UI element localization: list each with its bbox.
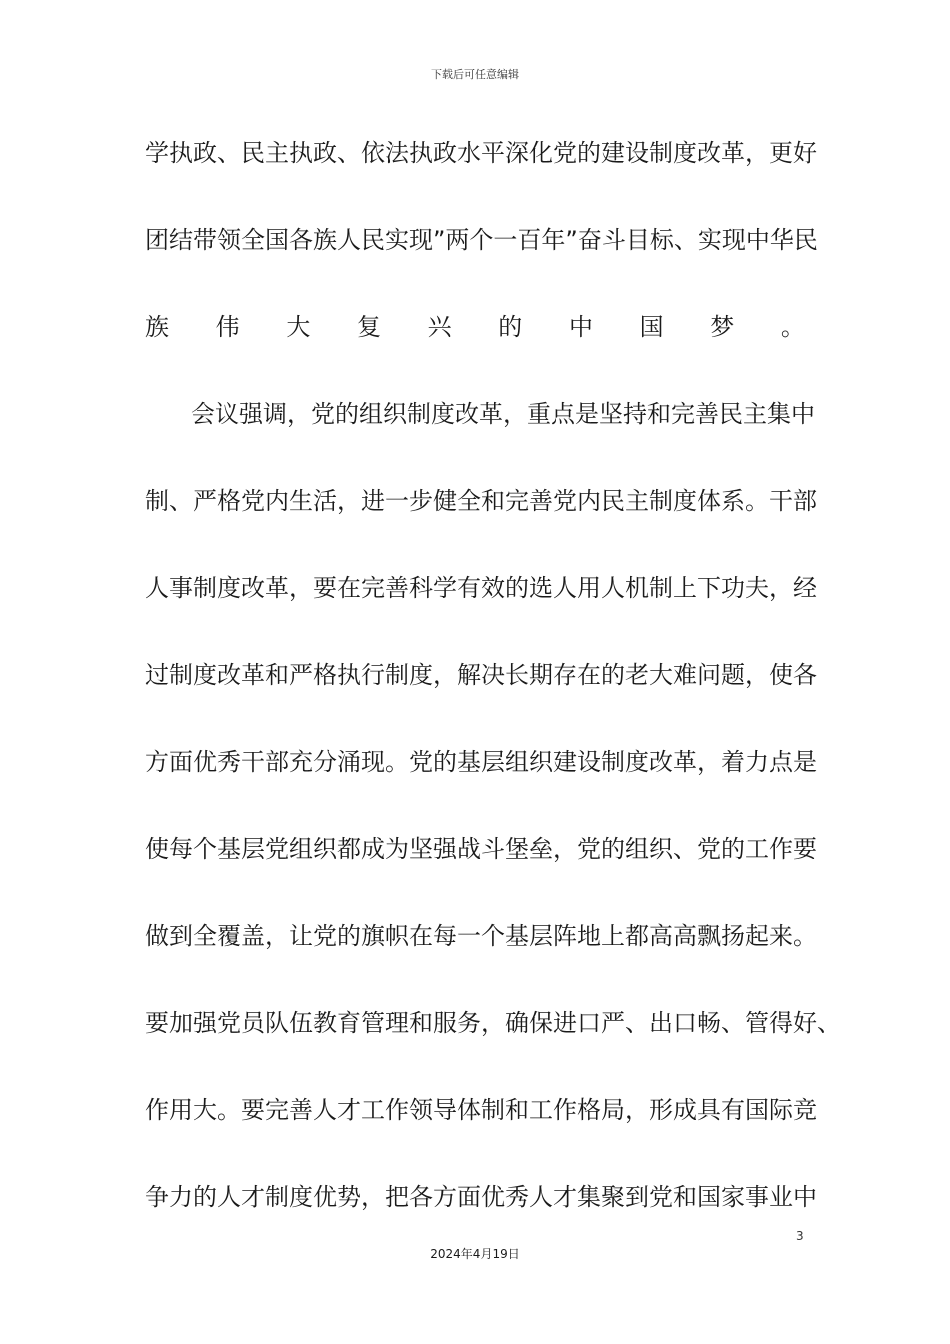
text-line: 使每个基层党组织都成为坚强战斗堡垒，党的组织、党的工作要 xyxy=(145,835,817,863)
text-char: 大 xyxy=(286,313,311,341)
text-line: 团结带领全国各族人民实现”两个一百年”奋斗目标、实现中华民 xyxy=(145,226,818,254)
text-line: 要加强党员队伍教育管理和服务，确保进口严、出口畅、管得好、 xyxy=(145,1009,841,1037)
text-line: 人事制度改革，要在完善科学有效的选人用人机制上下功夫，经 xyxy=(145,574,817,602)
text-char: 族 xyxy=(145,313,169,341)
text-line: 学执政、民主执政、依法执政水平深化党的建设制度改革，更好 xyxy=(145,139,817,167)
text-line-justified xyxy=(145,307,805,347)
text-char: 伟 xyxy=(215,313,240,341)
page-header-note: 下载后可任意编辑 xyxy=(431,68,519,81)
page-number: 3 xyxy=(796,1229,804,1243)
text-char: 。 xyxy=(780,313,805,341)
text-line: 过制度改革和严格执行制度，解决长期存在的老大难问题，使各 xyxy=(145,661,817,689)
text-line: 作用大。要完善人才工作领导体制和工作格局，形成具有国际竞 xyxy=(145,1096,817,1124)
text-line: 制、严格党内生活，进一步健全和完善党内民主制度体系。干部 xyxy=(145,487,817,515)
text-char: 兴 xyxy=(427,313,452,341)
text-char: 梦 xyxy=(710,313,735,341)
paragraph-first-line: 会议强调，党的组织制度改革，重点是坚持和完善民主集中 xyxy=(191,400,815,428)
text-char: 复 xyxy=(356,313,381,341)
footer-date: 2024年4月19日 xyxy=(430,1247,520,1261)
text-char: 国 xyxy=(639,313,664,341)
text-line: 做到全覆盖，让党的旗帜在每一个基层阵地上都高高飘扬起来。 xyxy=(145,922,817,950)
text-char: 的 xyxy=(498,313,523,341)
text-line: 争力的人才制度优势，把各方面优秀人才集聚到党和国家事业中 xyxy=(145,1183,817,1211)
text-line: 方面优秀干部充分涌现。党的基层组织建设制度改革，着力点是 xyxy=(145,748,817,776)
text-char: 中 xyxy=(568,313,593,341)
